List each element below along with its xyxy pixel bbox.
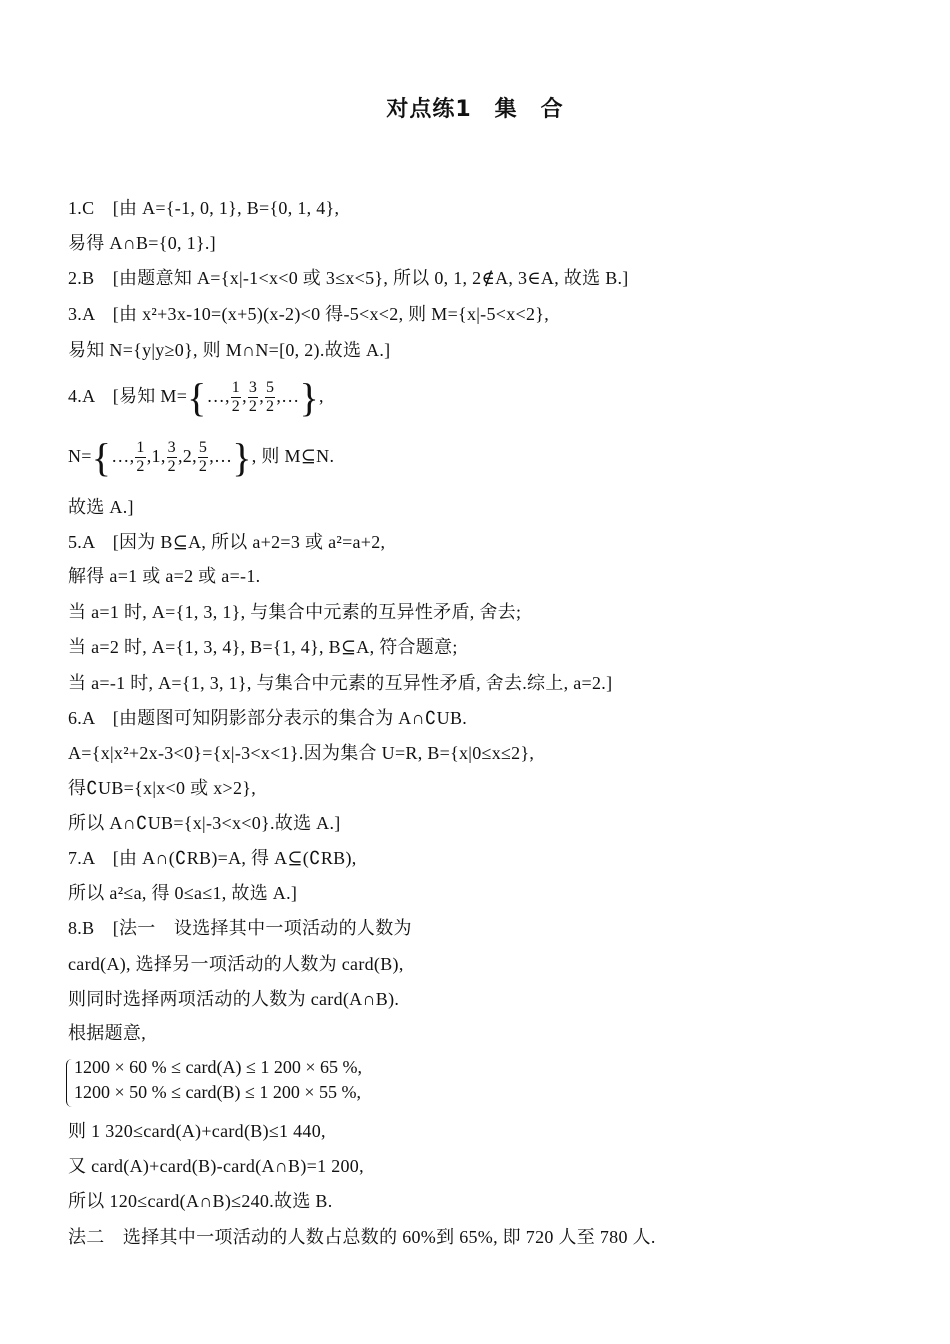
- answer-line: 当 a=2 时, A={1, 3, 4}, B={1, 4}, B⊆A, 符合题意;: [68, 637, 458, 657]
- answer-line: 根据题意,: [68, 1023, 146, 1043]
- answer-line: 8.B [法一 设选择其中一项活动的人数为: [68, 918, 412, 938]
- inequality-system: [64, 1055, 362, 1105]
- m-fraction-list: $\frac{1}{2}$ , $\frac{3}{2}$ , $\frac{5}{2}$: [231, 379, 275, 416]
- fraction: [248, 379, 258, 416]
- system-brace: [66, 1059, 74, 1107]
- q4-prefix: 4.A [易知 M=: [68, 386, 188, 406]
- answer-line: 易得 A∩B={0, 1}.]: [68, 233, 216, 253]
- fraction-numerator: 1: [231, 379, 241, 397]
- answer-line: 1.C [由 A={-1, 0, 1}, B={0, 1, 4},: [68, 198, 340, 218]
- list-whole-number: 1: [151, 446, 161, 466]
- fraction: [231, 379, 241, 416]
- answer-line: 所以 A∩∁UB={x|-3<x<0}.故选 A.]: [68, 813, 341, 833]
- q4-n-prefix: N=: [68, 446, 92, 466]
- left-brace: {: [91, 434, 112, 480]
- fraction: [167, 439, 177, 476]
- answer-line: card(A), 选择另一项活动的人数为 card(B),: [68, 954, 404, 974]
- q4-suffix: ,: [318, 386, 324, 406]
- answer-line: 易知 N={y|y≥0}, 则 M∩N=[0, 2).故选 A.]: [68, 340, 391, 360]
- answer-line: 所以 a²≤a, 得 0≤a≤1, 故选 A.]: [68, 883, 298, 903]
- answer-line-q4-m: 4.A [易知 M={…, $\frac{1}{2}$ , $\frac{3}{2}$ , $\frac{5}{2}$ ,…},: [68, 374, 324, 420]
- answer-line: 法二 选择其中一项活动的人数占总数的 60%到 65%, 即 720 人至 780 人.: [68, 1227, 656, 1247]
- page-title: 对点练1 集 合: [386, 97, 564, 122]
- answer-line: 又 card(A)+card(B)-card(A∩B)=1 200,: [68, 1156, 364, 1176]
- system-row: 1200 × 60 % ≤ card(A) ≤ 1 200 × 65 %,: [74, 1057, 363, 1077]
- answer-line: 7.A [由 A∩(∁RB)=A, 得 A⊆(∁RB),: [68, 848, 357, 868]
- fraction: [135, 439, 145, 476]
- answer-line: 5.A [因为 B⊆A, 所以 a+2=3 或 a²=a+2,: [68, 532, 386, 552]
- answer-line: A={x|x²+2x-3<0}={x|-3<x<1}.因为集合 U=R, B={x|0≤x≤2},: [68, 743, 535, 763]
- fraction-denominator: 2: [266, 398, 275, 416]
- left-brace: {: [187, 374, 207, 420]
- q4-n-suffix: , 则 M⊆N.: [251, 446, 335, 466]
- fraction-denominator: 2: [231, 398, 241, 416]
- fraction-numerator: 1: [136, 439, 145, 457]
- n-fraction-list: $\frac{1}{2}$ ,1, $\frac{3}{2}$ ,2, $\frac{5}{2}$: [136, 439, 208, 476]
- fraction: [265, 379, 275, 416]
- answer-line: 所以 120≤card(A∩B)≤240.故选 B.: [68, 1191, 333, 1211]
- fraction-denominator: 2: [198, 458, 208, 476]
- right-brace: }: [232, 434, 252, 480]
- answer-line: 故选 A.]: [68, 497, 134, 517]
- answer-line: 当 a=-1 时, A={1, 3, 1}, 与集合中元素的互异性矛盾, 舍去.综上, a=2.]: [68, 673, 613, 693]
- system-row: 1200 × 50 % ≤ card(B) ≤ 1 200 × 55 %,: [74, 1082, 362, 1102]
- fraction-numerator: 5: [198, 439, 208, 457]
- answer-line: 解得 a=1 或 a=2 或 a=-1.: [68, 566, 261, 586]
- answer-line: 3.A [由 x²+3x-10=(x+5)(x-2)<0 得-5<x<2, 则 M={x|-5<x<2},: [68, 304, 549, 324]
- answer-line: 得∁UB={x|x<0 或 x>2},: [68, 778, 256, 798]
- answer-line: 6.A [由题图可知阴影部分表示的集合为 A∩∁UB.: [68, 708, 468, 728]
- fraction-numerator: 3: [167, 439, 176, 457]
- fraction-denominator: 2: [167, 458, 176, 476]
- answer-line: 则 1 320≤card(A)+card(B)≤1 440,: [68, 1121, 326, 1141]
- fraction-denominator: 2: [136, 458, 145, 476]
- fraction-numerator: 3: [248, 379, 258, 397]
- answer-line: 当 a=1 时, A={1, 3, 1}, 与集合中元素的互异性矛盾, 舍去;: [68, 602, 522, 622]
- answer-line: 2.B [由题意知 A={x|-1<x<0 或 3≤x<5}, 所以 0, 1, 2∉A, 3∈A, 故选 B.]: [68, 268, 629, 288]
- answer-line: 则同时选择两项活动的人数为 card(A∩B).: [68, 989, 400, 1009]
- answer-line-q4-n: N={…, $\frac{1}{2}$ ,1, $\frac{3}{2}$ ,2, $\frac{5}{2}$ ,…}, 则 M⊆N.: [68, 434, 335, 480]
- fraction-denominator: 2: [248, 398, 258, 416]
- fraction-numerator: 5: [266, 379, 275, 397]
- fraction: [198, 439, 208, 476]
- right-brace: }: [299, 374, 319, 420]
- list-whole-number: 2: [182, 446, 193, 466]
